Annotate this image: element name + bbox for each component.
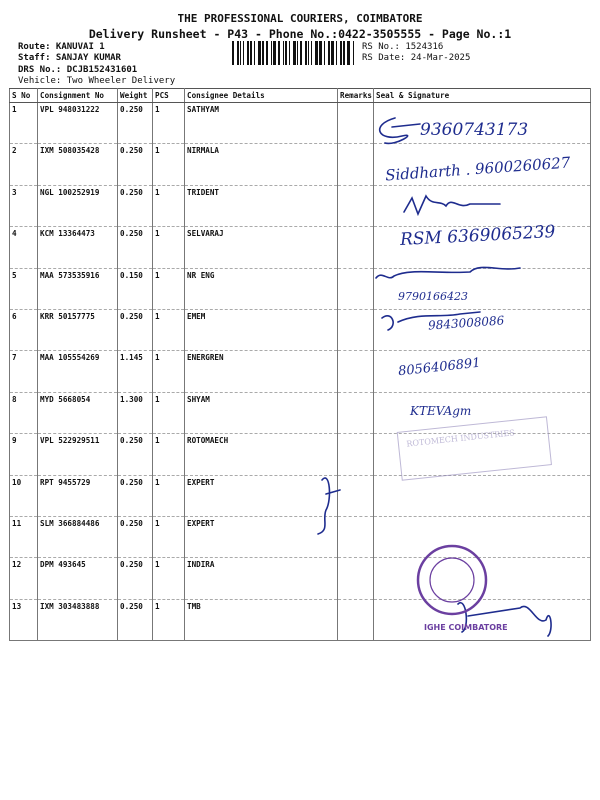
cell-weight: 0.250 [118,144,153,185]
cell-consignment: MAA 105554269 [38,351,118,392]
cell-pcs: 1 [153,351,185,392]
cell-signature [374,558,591,599]
cell-consignment: VPL 948031222 [38,103,118,144]
signature-row-1: 9360743173 [420,120,529,140]
cell-remarks [338,558,374,599]
cell-pcs: 1 [153,185,185,226]
cell-sno: 9 [10,434,38,475]
cell-sno: 4 [10,227,38,268]
barcode-bar [283,41,284,65]
cell-weight: 1.145 [118,351,153,392]
table-row [10,185,591,226]
cell-consignee: EXPERT [185,516,338,557]
signature-row-4: RSM 6369065239 [399,221,556,251]
barcode-bar [336,41,337,65]
cell-pcs: 1 [153,516,185,557]
table-row [10,351,591,392]
cell-remarks [338,103,374,144]
cell-pcs: 1 [153,392,185,433]
barcode-bar [331,41,334,65]
barcode-bar [250,41,252,65]
barcode-bar [237,41,239,65]
cell-consignee: TRIDENT [185,185,338,226]
barcode-bar [340,41,342,65]
barcode-bar [353,41,354,65]
cell-sno: 3 [10,185,38,226]
signature-row-7: 8056406891 [397,355,482,380]
cell-consignee: EMEM [185,309,338,350]
barcode-bar [308,41,309,65]
table-row [10,103,591,144]
barcode-bar [254,41,255,65]
cell-sno: 6 [10,309,38,350]
cell-weight: 0.250 [118,103,153,144]
cell-sno: 11 [10,516,38,557]
cell-sno: 1 [10,103,38,144]
barcode-bar [319,41,322,65]
header-pcs: PCS [153,89,185,103]
cell-sno: 5 [10,268,38,309]
header-consignment: Consignment No [38,89,118,103]
barcode-bar [240,41,241,65]
signature-row-5: 9790166423 [398,290,468,303]
cell-remarks [338,351,374,392]
table-row [10,599,591,640]
cell-signature [374,516,591,557]
barcode-bar [285,41,287,65]
barcode-bar [289,41,290,65]
table-row [10,475,591,516]
cell-pcs: 1 [153,599,185,640]
cell-weight: 0.250 [118,434,153,475]
table-header-row [10,89,591,103]
barcode-bar [324,41,325,65]
cell-consignee: ROTOMAECH [185,434,338,475]
cell-weight: 0.250 [118,475,153,516]
cell-signature [374,309,591,350]
table-row [10,558,591,599]
cell-pcs: 1 [153,103,185,144]
barcode-bar [266,41,268,65]
ighe-stamp-text: IGHE COIMBATORE [424,623,508,632]
cell-signature [374,268,591,309]
cell-sno: 2 [10,144,38,185]
cell-sno: 8 [10,392,38,433]
cell-remarks [338,268,374,309]
cell-consignment: IXM 508035428 [38,144,118,185]
barcode-bar [247,41,249,65]
cell-consignment: KRR 50157775 [38,309,118,350]
cell-remarks [338,599,374,640]
header-weight: Weight [118,89,153,103]
cell-consignment: SLM 366884486 [38,516,118,557]
cell-consignment: VPL 522929511 [38,434,118,475]
cell-remarks [338,144,374,185]
table-row [10,516,591,557]
signature-row-2: Siddharth . 9600260627 [384,153,571,185]
cell-consignee: NR ENG [185,268,338,309]
cell-remarks [338,516,374,557]
barcode-bar [243,41,244,65]
cell-signature [374,475,591,516]
cell-signature [374,227,591,268]
table-row [10,227,591,268]
cell-weight: 1.300 [118,392,153,433]
barcode-bar [311,41,312,65]
route-label: Route: KANUVAI 1 [18,42,105,52]
barcode-bar [278,41,280,65]
table-row [10,144,591,185]
cell-weight: 0.250 [118,309,153,350]
barcode-bar [328,41,330,65]
cell-consignment: MYD 5668054 [38,392,118,433]
rs-number: RS No.: 1524316 [362,42,444,52]
cell-weight: 0.250 [118,516,153,557]
cell-weight: 0.250 [118,227,153,268]
barcode-bar [343,41,345,65]
cell-consignment: NGL 100252919 [38,185,118,226]
cell-signature [374,185,591,226]
cell-consignment: DPM 493645 [38,558,118,599]
cell-pcs: 1 [153,434,185,475]
cell-sno: 12 [10,558,38,599]
cell-weight: 0.150 [118,268,153,309]
table-row [10,309,591,350]
cell-consignee: SATHYAM [185,103,338,144]
cell-consignee: SHYAM [185,392,338,433]
cell-signature [374,599,591,640]
signature-row-8: KTEVAgm [410,404,472,418]
cell-consignee: EXPERT [185,475,338,516]
barcode-bar [232,41,234,65]
cell-consignment: IXM 303483888 [38,599,118,640]
table-row [10,268,591,309]
barcode-bar [271,41,272,65]
table-row [10,392,591,433]
cell-consignment: KCM 13364473 [38,227,118,268]
barcode-bar [258,41,261,65]
cell-consignee: ENERGREN [185,351,338,392]
cell-consignment: RPT 9455729 [38,475,118,516]
runsheet-table [9,88,591,641]
rs-date: RS Date: 24-Mar-2025 [362,53,471,63]
cell-pcs: 1 [153,144,185,185]
barcode-bar [297,41,298,65]
cell-signature [374,434,591,475]
signature-row-6: 9843008086 [427,313,505,333]
cell-signature [374,144,591,185]
cell-remarks [338,309,374,350]
cell-signature [374,351,591,392]
document-title: THE PROFESSIONAL COURIERS, COIMBATORE [177,12,423,25]
cell-sno: 13 [10,599,38,640]
cell-pcs: 1 [153,475,185,516]
barcode-bar [262,41,264,65]
barcode-bar [300,41,302,65]
table-row [10,434,591,475]
cell-weight: 0.250 [118,599,153,640]
staff-label: Staff: SANJAY KUMAR [18,53,121,63]
barcode-bar [293,41,296,65]
cell-weight: 0.250 [118,185,153,226]
rotomech-stamp-text: ROTOMECH INDUSTRIES [406,428,516,449]
cell-remarks [338,227,374,268]
vehicle-label: Vehicle: Two Wheeler Delivery [18,76,176,86]
cell-sno: 10 [10,475,38,516]
barcode-bar [305,41,307,65]
cell-pcs: 1 [153,558,185,599]
cell-remarks [338,185,374,226]
cell-remarks [338,392,374,433]
cell-pcs: 1 [153,227,185,268]
cell-weight: 0.250 [118,558,153,599]
header-signature: Seal & Signature [374,89,591,103]
cell-remarks [338,434,374,475]
header-remarks: Remarks [338,89,374,103]
cell-pcs: 1 [153,268,185,309]
cell-consignee: INDIRA [185,558,338,599]
cell-consignee: SELVARAJ [185,227,338,268]
barcode-bar [273,41,276,65]
cell-consignee: NIRMALA [185,144,338,185]
cell-sno: 7 [10,351,38,392]
barcode-bar [315,41,318,65]
barcode [232,41,356,65]
cell-signature [374,103,591,144]
drs-label: DRS No.: DCJB152431601 [18,65,138,75]
cell-remarks [338,475,374,516]
barcode-bar [347,41,350,65]
header-sno: S No [10,89,38,103]
cell-consignment: MAA 573535916 [38,268,118,309]
cell-consignee: TMB [185,599,338,640]
header-consignee: Consignee Details [185,89,338,103]
cell-signature [374,392,591,433]
cell-pcs: 1 [153,309,185,350]
document-subtitle: Delivery Runsheet - P43 - Phone No.:0422-3505555 - Page No.:1 [88,27,512,41]
